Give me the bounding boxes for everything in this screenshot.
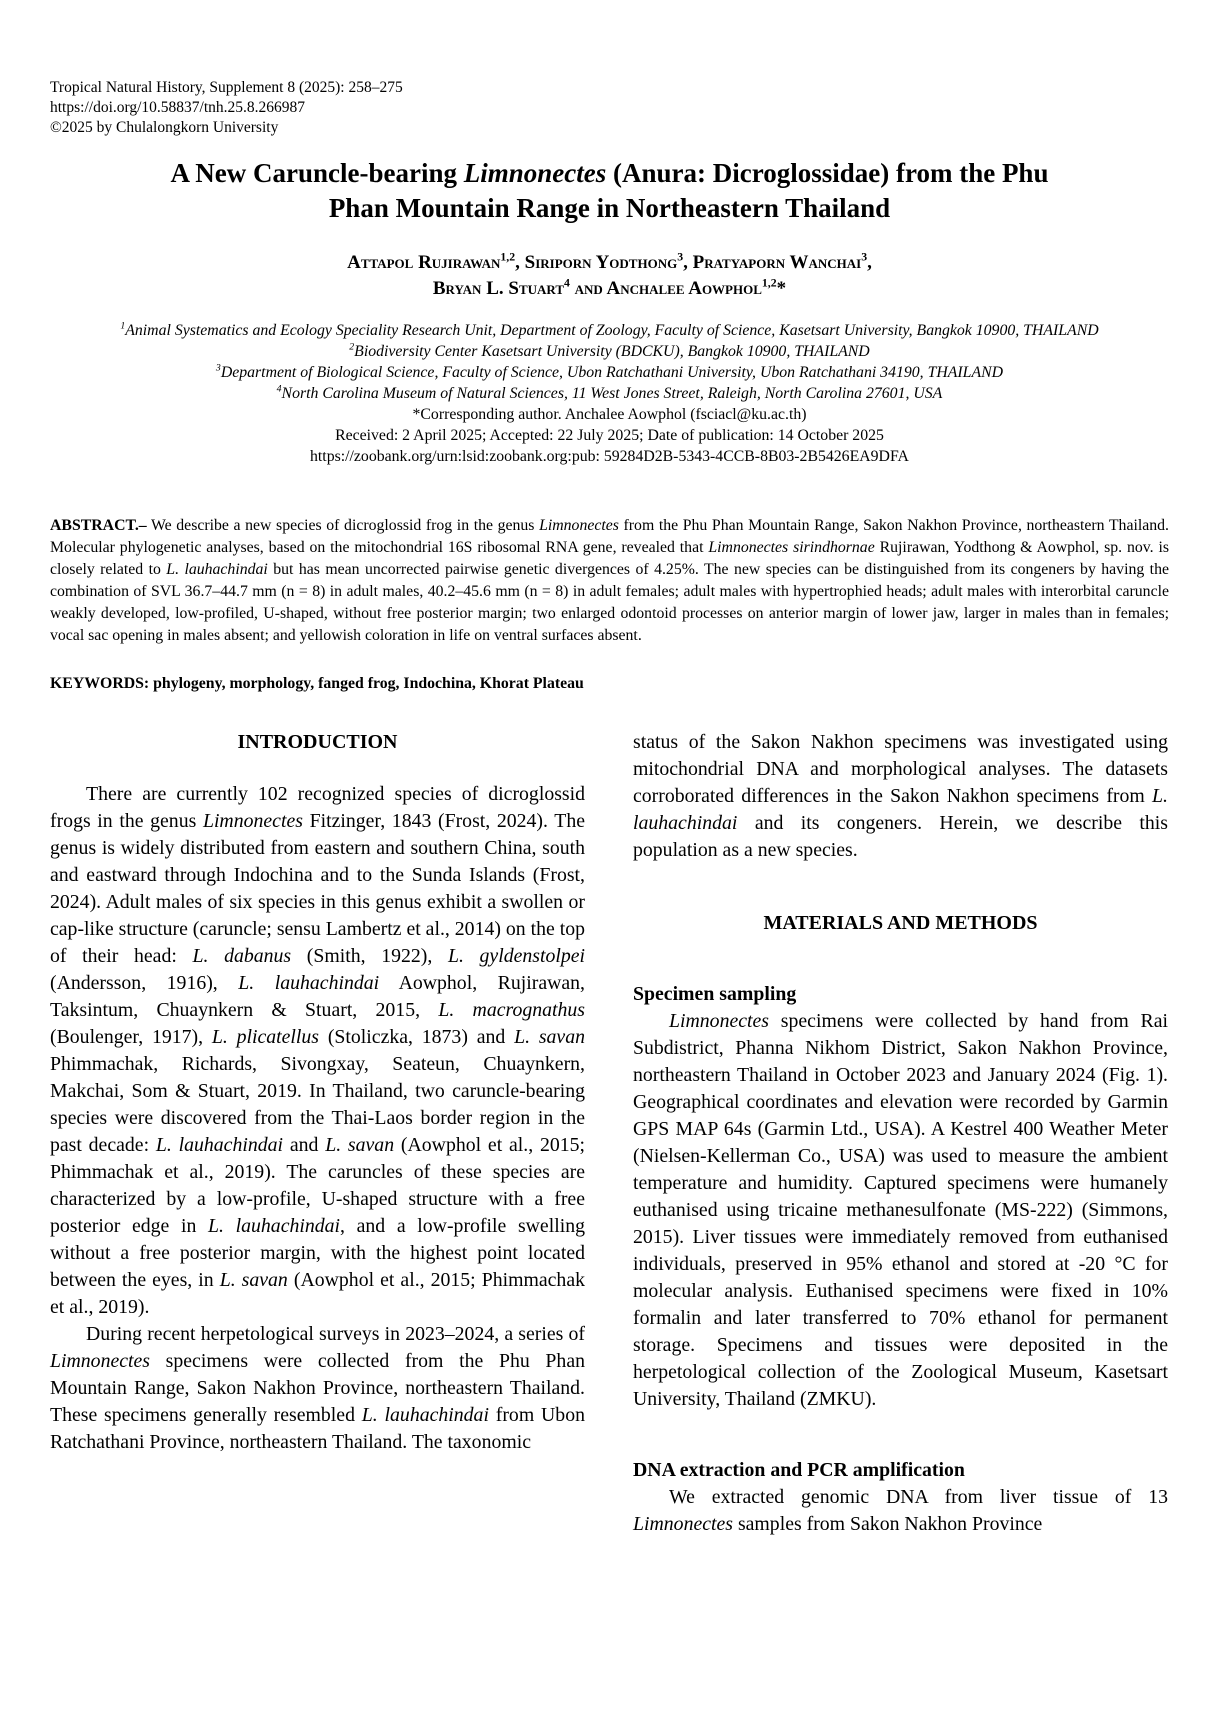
affiliation-4: $^4$North Carolina Museum of Natural Sciences, 11 West Jones Street, Raleigh, North Carolina 27601, USA [276,383,943,402]
copyright-line: ©2025 by Chulalongkorn University [50,119,279,136]
materials-methods-heading: MATERIALS AND METHODS [763,912,1038,934]
introduction-paragraph-1: There are currently 102 recognized species of dicroglossid frogs in the genus Limnonectes Fitzinger, 1843 (Frost, 2024). The genus is widely distributed from eastern and southern China, south and eastward through Indochina and to the Sunda Islands (Frost, 2024). Adult males of six species in this genus exhibit a swollen or cap-like structure (caruncle; sensu Lambertz et al., 2014) on the top of their head: L. dabanus (Smith, 1922), L. gyldenstolpei (Andersson, 1916), L. lauhachindai Aowphol, Rujirawan, Taksintum, Chuaynkern & Stuart, 2015, L. macrognathus (Boulenger, 1917), L. plicatellus (Stoliczka, 1873) and L. savan Phimmachak, Richards, Sivongxay, Seateun, Chuaynkern, Makchai, Som & Stuart, 2019. In Thailand, two caruncle-bearing species were discovered from the Thai-Laos border region in the past decade: L. lauhachindai and L. savan (Aowphol et al., 2015; Phimmachak et al., 2019). The caruncles of these species are characterized by a low-profile, U-shaped structure with a free posterior edge in L. lauhachindai, and a low-profile swelling without a free posterior margin, with the highest point located between the eyes, in L. savan (Aowphol et al., 2015; Phimmachak et al., 2019). [50,783,586,1318]
authors-line-1: Attapol Rujirawan$^{1,2}$, Siriporn Yodthong$^3$, Pratyaporn Wanchai$^3$, [347,250,872,273]
specimen-sampling-paragraph: Limnonectes specimens were collected by hand from Rai Subdistrict, Phanna Nikhom District, Sakon Nakhon Province, northeastern Thailand in October 2023 and January 2024 (Fig. 1). Geographical coordinates and elevation were recorded by Garmin GPS MAP 64s (Garmin Ltd., USA). A Kestrel 400 Weather Meter (Nielsen-Kellerman Co., USA) was used to measure the ambient temperature and humidity. Captured specimens were humanely euthanised using tricaine methanesulfonate (MS-222) (Simmons, 2015). Liver tissues were immediately removed from euthanised individuals, preserved in 95% ethanol and stored at -20 °C for molecular analysis. Euthanised specimens were fixed in 10% formalin and later transferred to 70% ethanol for permanent storage. Specimens and tissues were deposited in the herpetological collection of the Zoological Museum, Kasetsart University, Thailand (ZMKU). [633,1010,1168,1410]
specimen-sampling-subheading: Specimen sampling [633,983,797,1005]
zoobank-line: https://zoobank.org/urn:lsid:zoobank.org:pub: 59284D2B-5343-4CCB-8B03-2B5426EA9DFA [310,448,909,465]
authors-block [50,250,1169,302]
journal-citation-line: Tropical Natural History, Supplement 8 (2025): 258–275 [50,79,403,96]
affiliation-1: $^1$Animal Systematics and Ecology Speciality Research Unit, Department of Zoology, Faculty of Science, Kasetsart University, Bangkok 10900, THAILAND [120,320,1099,339]
corresponding-author-line: *Corresponding author. Anchalee Aowphol (fsciacl@ku.ac.th) [412,406,807,423]
keywords-line: KEYWORDS: phylogeny, morphology, fanged frog, Indochina, Khorat Plateau [50,675,584,692]
affiliation-2: $^2$Biodiversity Center Kasetsart University (BDCKU), Bangkok 10900, THAILAND [349,341,870,360]
introduction-heading: INTRODUCTION [237,731,398,753]
authors-line-2: Bryan L. Stuart$^4$ and Anchalee Aowphol$^{1,2}$* [432,276,787,299]
abstract-paragraph: ABSTRACT.– We describe a new species of dicroglossid frog in the genus Limnonectes from the Phu Phan Mountain Range, Sakon Nakhon Province, northeastern Thailand. Molecular phylogenetic analyses, based on the mitochondrial 16S ribosomal RNA gene, revealed that Limnonectes sirindhornae Rujirawan, Yodthong & Aowphol, sp. nov. is closely related to L. lauhachindai but has mean uncorrected pairwise genetic divergences of 4.25%. The new species can be distinguished from its congeners by having the combination of SVL 36.7–44.7 mm (n = 8) in adult males, 40.2–45.6 mm (n = 8) in adult females; adult males with hypertrophied heads; adult males with interorbital caruncle weakly developed, low-profiled, U-shaped, without free posterior margin; two enlarged odontoid processes on anterior margin of lower jaw, larger in males than in females; vocal sac opening in males absent; and yellowish coloration in life on ventral surfaces absent. [50,517,1170,644]
received-accepted-line: Received: 2 April 2025; Accepted: 22 July 2025; Date of publication: 14 October 2025 [335,427,884,444]
page-title: A New Caruncle-bearing Limnonectes (Anura: Dicroglossidae) from the Phu Phan Mountain Range in Northeastern Thailand [170,158,1049,223]
dna-extraction-paragraph: We extracted genomic DNA from liver tissue of 13 Limnonectes samples from Sakon Nakhon Province [633,1486,1168,1535]
left-column [50,729,585,1538]
affiliation-3: $^3$Department of Biological Science, Faculty of Science, Ubon Ratchathani University, Ubon Ratchathani 34190, THAILAND [215,362,1004,381]
affiliations-block [120,320,1100,467]
right-column [633,729,1168,1538]
introduction-paragraph-2: During recent herpetological surveys in 2023–2024, a series of Limnonectes specimens were collected from the Phu Phan Mountain Range, Sakon Nakhon Province, northeastern Thailand. These specimens generally resembled L. lauhachindai from Ubon Ratchathani Province, northeastern Thailand. The taxonomic [50,1323,585,1453]
masthead [50,78,1169,138]
dna-extraction-subheading: DNA extraction and PCR amplification [633,1459,965,1481]
doi-line: https://doi.org/10.58837/tnh.25.8.266987 [50,99,306,116]
introduction-paragraph-continued: status of the Sakon Nakhon specimens was investigated using mitochondrial DNA and morphological analyses. The datasets corroborated differences in the Sakon Nakhon specimens from L. lauhachindai and its congeners. Herein, we describe this population as a new species. [633,731,1168,861]
two-column-body [50,729,1169,1538]
